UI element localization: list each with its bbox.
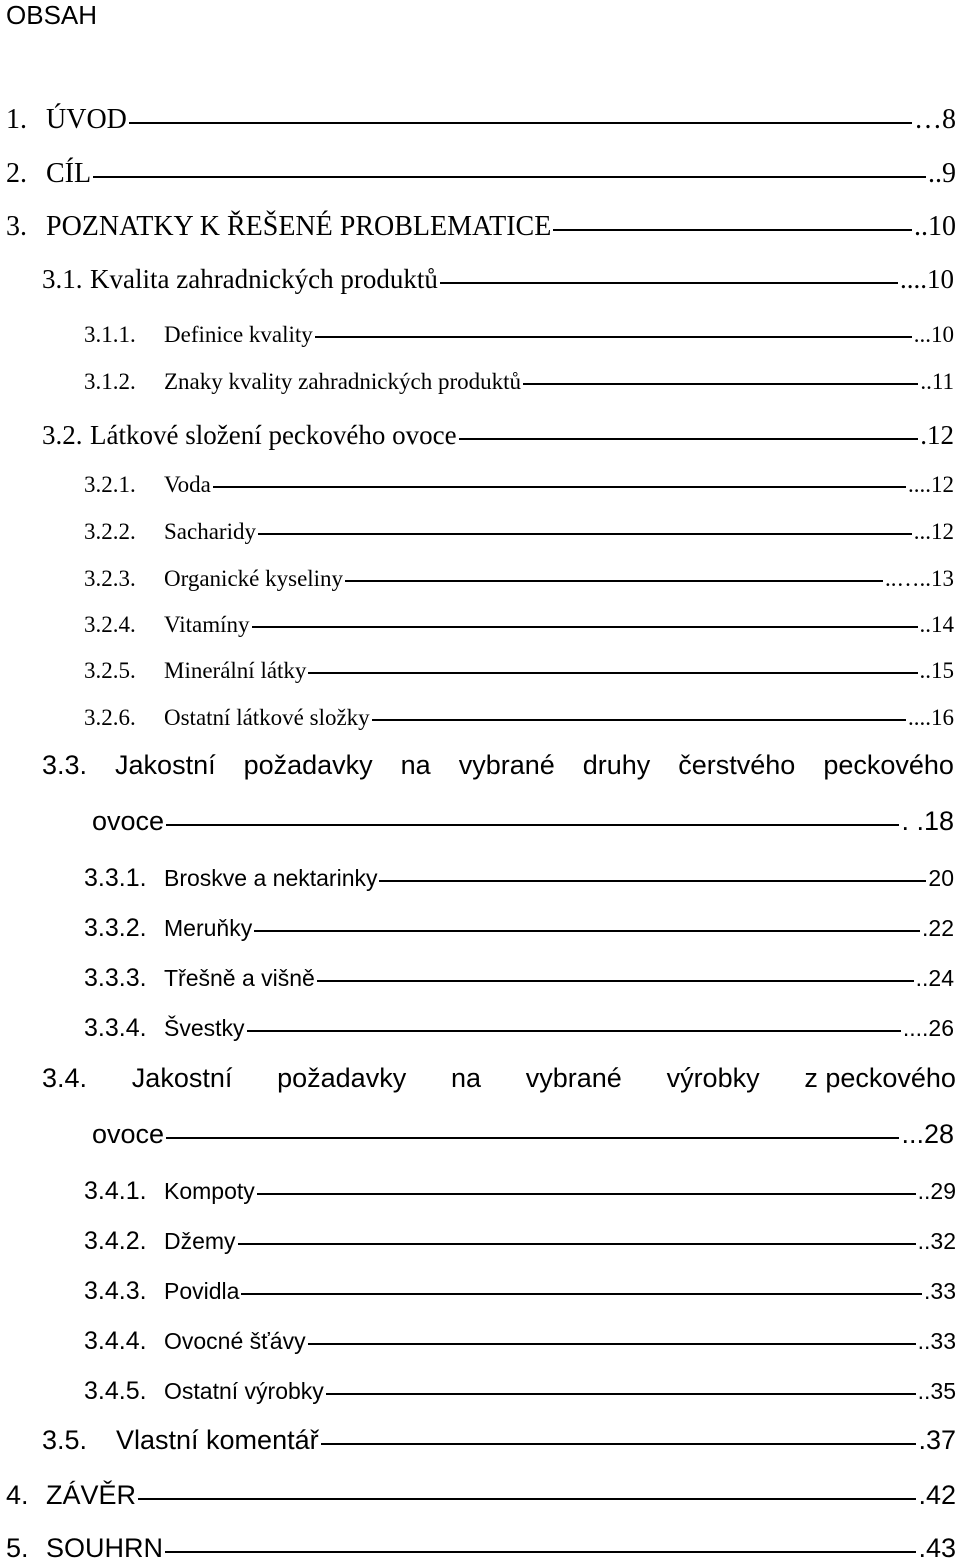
toc-entry[interactable]: [84, 1377, 956, 1406]
toc-entry[interactable]: [42, 1425, 956, 1456]
leader-line: [308, 1342, 916, 1345]
entry-page: 33: [930, 1328, 956, 1354]
entry-number: 3.2.1.: [84, 472, 136, 497]
toc-entry[interactable]: [6, 1480, 956, 1511]
leader-line: [315, 335, 912, 338]
toc-entry[interactable]: [84, 658, 954, 684]
entry-title: Kvalita zahradnických produktů: [90, 264, 438, 294]
entry-page: 12: [931, 519, 954, 544]
entry-title-word: čerstvého: [678, 750, 796, 780]
toc-entry[interactable]: [84, 964, 954, 993]
entry-number: 3.: [6, 211, 27, 242]
entry-title: ovoce: [92, 806, 165, 836]
entry-page: 32: [930, 1228, 956, 1254]
leader-line: [129, 121, 912, 124]
entry-dots: ..: [914, 211, 928, 242]
entry-title: Třešně a višně: [164, 965, 315, 991]
entry-dots: . .: [901, 806, 924, 836]
entry-dots: ..: [917, 1178, 931, 1204]
leader-line: [553, 228, 912, 231]
entry-dots: .: [922, 915, 929, 941]
entry-number: 2.: [6, 158, 27, 189]
entry-title: Kompoty: [164, 1178, 255, 1204]
entry-page: 10: [928, 211, 956, 242]
entry-dots: .: [918, 1533, 926, 1563]
entry-page: 12: [931, 472, 954, 497]
entry-number: 3.2.: [42, 420, 83, 450]
entry-page: 26: [928, 1015, 954, 1041]
entry-title: Švestky: [164, 1015, 245, 1041]
entry-title: Definice kvality: [164, 322, 313, 347]
entry-page: 18: [923, 806, 954, 836]
entry-page: 43: [925, 1533, 956, 1563]
entry-number: 3.1.: [42, 264, 83, 294]
entry-title: Džemy: [164, 1228, 236, 1254]
leader-line: [459, 437, 919, 440]
leader-line: [321, 1442, 917, 1445]
entry-page: 42: [925, 1480, 956, 1510]
entry-dots: ....: [908, 472, 931, 497]
leader-line: [165, 1550, 916, 1553]
entry-page: 35: [930, 1378, 956, 1404]
entry-dots: .: [918, 1425, 926, 1455]
toc-heading: OBSAH: [6, 0, 98, 30]
entry-number: 3.3.3.: [84, 964, 147, 992]
toc-entry[interactable]: [84, 369, 954, 395]
entry-title: Povidla: [164, 1278, 240, 1304]
toc-entry-continued[interactable]: [92, 1119, 954, 1150]
leader-line: [254, 929, 920, 932]
toc-entry[interactable]: [6, 104, 956, 136]
toc-entry[interactable]: [84, 705, 954, 731]
toc-entry[interactable]: [6, 158, 956, 190]
entry-page: 14: [931, 612, 954, 637]
entry-number: 3.5.: [42, 1425, 88, 1455]
entry-dots: ..: [920, 369, 932, 394]
entry-dots: .: [920, 420, 927, 450]
entry-title: Ostatní látkové složky: [164, 705, 370, 730]
toc-entry[interactable]: [84, 1277, 956, 1306]
entry-page: 16: [931, 705, 954, 730]
entry-dots: ..: [919, 612, 931, 637]
entry-number: 3.3.4.: [84, 1014, 147, 1042]
leader-line: [317, 979, 914, 982]
toc-entry-wrapped[interactable]: [42, 1063, 956, 1094]
entry-title: Ostatní výrobky: [164, 1378, 324, 1404]
entry-title: POZNATKY K ŘEŠENÉ PROBLEMATICE: [46, 211, 552, 242]
entry-page: 8: [942, 104, 956, 135]
entry-dots: ..: [919, 658, 931, 683]
toc-entry[interactable]: [6, 211, 956, 243]
toc-entry[interactable]: [42, 420, 954, 451]
entry-title: Vlastní komentář: [116, 1425, 319, 1455]
entry-number: 1.: [6, 104, 27, 135]
leader-line: [326, 1392, 916, 1395]
toc-entry[interactable]: [84, 612, 954, 638]
entry-number: 3.3.2.: [84, 914, 147, 942]
leader-line: [247, 1029, 901, 1032]
entry-title-word: na: [450, 1063, 481, 1093]
entry-dots: ...: [901, 1119, 924, 1149]
entry-dots: ...: [913, 322, 931, 347]
entry-title: ovoce: [92, 1119, 165, 1149]
leader-line: [440, 281, 898, 284]
entry-title-word: z peckového: [804, 1063, 956, 1093]
entry-title: Organické kyseliny: [164, 566, 344, 591]
entry-dots: ..: [917, 1228, 931, 1254]
leader-line: [238, 1242, 916, 1245]
entry-number: 3.1.2.: [84, 369, 136, 394]
leader-line: [257, 1192, 916, 1195]
entry-dots: ....: [902, 1015, 929, 1041]
entry-number: 3.4.: [42, 1063, 88, 1093]
toc-entry[interactable]: [84, 566, 954, 592]
entry-page: 22: [928, 915, 954, 941]
entry-page: 28: [923, 1119, 954, 1149]
entry-title-word: Jakostní: [131, 1063, 233, 1093]
leader-line: [166, 823, 899, 826]
entry-dots: ..: [917, 1378, 931, 1404]
entry-title-word: požadavky: [243, 750, 373, 780]
entry-title: Sacharidy: [164, 519, 256, 544]
entry-dots: .: [924, 1278, 931, 1304]
entry-number: 3.1.1.: [84, 322, 136, 347]
entry-dots: ...: [913, 519, 931, 544]
leader-line: [523, 382, 918, 385]
entry-number: 3.4.2.: [84, 1227, 147, 1255]
toc-entry[interactable]: [84, 1177, 956, 1206]
leader-line: [166, 1136, 899, 1139]
entry-dots: .: [918, 1480, 926, 1510]
entry-title: Meruňky: [164, 915, 253, 941]
entry-dots: ..…..: [885, 566, 931, 591]
toc-entry[interactable]: [84, 519, 954, 545]
toc-entry[interactable]: [84, 914, 954, 943]
entry-title: Látkové složení peckového ovoce: [90, 420, 457, 450]
toc-entry[interactable]: [84, 322, 954, 348]
entry-number: 3.2.3.: [84, 566, 136, 591]
entry-dots: …: [914, 104, 942, 135]
toc-entry-wrapped[interactable]: [42, 750, 954, 781]
toc-entry[interactable]: [6, 1533, 956, 1564]
leader-line: [372, 718, 906, 721]
entry-number: 3.4.3.: [84, 1277, 147, 1305]
entry-page: 12: [927, 420, 954, 450]
leader-line: [252, 625, 918, 628]
entry-number: 3.3.1.: [84, 864, 147, 892]
entry-page: 24: [928, 965, 954, 991]
entry-title: ZÁVĚR: [46, 1480, 137, 1510]
leader-line: [213, 485, 906, 488]
leader-line: [93, 175, 926, 178]
entry-title: Vitamíny: [164, 612, 250, 637]
leader-line: [241, 1292, 922, 1295]
entry-title: SOUHRN: [46, 1533, 164, 1563]
entry-title: Broskve a nektarinky: [164, 865, 378, 891]
toc-entry[interactable]: [84, 1014, 954, 1043]
entry-title-word: požadavky: [277, 1063, 407, 1093]
leader-line: [138, 1497, 916, 1500]
entry-page: 9: [942, 158, 956, 189]
entry-number: 3.3.: [42, 750, 88, 780]
entry-page: 10: [927, 264, 954, 294]
entry-title-word: vybrané: [525, 1063, 622, 1093]
entry-number: 3.2.6.: [84, 705, 136, 730]
entry-page: 13: [931, 566, 954, 591]
entry-title: Znaky kvality zahradnických produktů: [164, 369, 522, 394]
entry-number: 3.4.4.: [84, 1327, 147, 1355]
entry-dots: ..: [928, 158, 942, 189]
entry-title: Voda: [164, 472, 211, 497]
entry-title-word: na: [400, 750, 431, 780]
entry-dots: ..: [915, 965, 929, 991]
entry-page: 15: [931, 658, 954, 683]
leader-line: [308, 671, 917, 674]
entry-page: 33: [930, 1278, 956, 1304]
entry-title-word: výrobky: [666, 1063, 760, 1093]
entry-title-word: vybrané: [458, 750, 555, 780]
entry-dots: ....: [908, 705, 931, 730]
entry-page: 10: [931, 322, 954, 347]
entry-page: 29: [930, 1178, 956, 1204]
entry-title: CÍL: [46, 158, 92, 189]
entry-number: 3.4.5.: [84, 1377, 147, 1405]
toc-entry[interactable]: [84, 1327, 956, 1356]
entry-title: ÚVOD: [46, 104, 127, 135]
toc-entry[interactable]: [42, 264, 954, 295]
entry-dots: ....: [900, 264, 927, 294]
entry-number: 3.2.2.: [84, 519, 136, 544]
entry-number: 3.4.1.: [84, 1177, 147, 1205]
leader-line: [379, 879, 926, 882]
entry-page: 11: [931, 369, 954, 394]
entry-number: 4.: [6, 1480, 29, 1510]
entry-title: Ovocné šťávy: [164, 1328, 306, 1354]
entry-number: 3.2.4.: [84, 612, 136, 637]
entry-dots: ..: [917, 1328, 931, 1354]
leader-line: [345, 579, 883, 582]
entry-page: 20: [928, 865, 954, 891]
entry-title-word: Jakostní: [115, 750, 216, 780]
toc-entry[interactable]: [84, 1227, 956, 1256]
toc-entry[interactable]: [84, 472, 954, 498]
entry-title-word: druhy: [582, 750, 651, 780]
entry-title-word: peckového: [823, 750, 954, 780]
entry-number: 5.: [6, 1533, 29, 1563]
toc-entry-continued[interactable]: [92, 806, 954, 837]
entry-title: Minerální látky: [164, 658, 307, 683]
toc-entry[interactable]: [84, 864, 954, 893]
entry-number: 3.2.5.: [84, 658, 136, 683]
leader-line: [258, 532, 912, 535]
entry-page: 37: [925, 1425, 956, 1455]
